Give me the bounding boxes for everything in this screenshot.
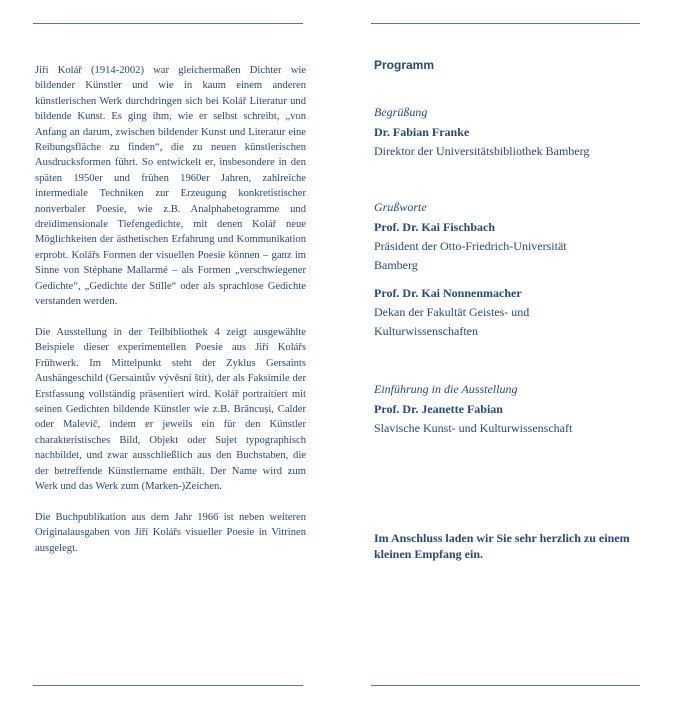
intro-role: Einführung in die Ausstellung [374,382,518,396]
greeting-role: Begrüßung [374,105,428,119]
intro-block [374,379,642,438]
exhibition-description [35,63,306,571]
bottom-rule-right [371,685,640,686]
speaker-desc-fischbach-line2: Bamberg [374,258,418,272]
program-column [374,58,642,561]
program-title: Programm [374,58,435,72]
speaker-desc-fischbach-line1: Präsident der Otto-Friedrich-Universität [374,239,567,253]
paragraph-exhibition: Die Ausstellung in der Teilbibliothek 4 zeigt ausgewählte Beispiele dieser experimentellen Poesie aus Jiří Kolářs Frühwerk. Im Mittelpunkt steht der Zyklus Gersaints Aushängeschild (Gersaintův vývěsní štít), der als Faksimile der Erstfassung vollständig präsentiert wird. Kolář portraitiert mit seinen Gedichten bildende Künstler wie z.B. Brâncuși, Calder oder Malevič, indem er jeweils ein für den Künstler charakteristisches Bild, Objekt oder Sujet typographisch nachbildet, und zwar ausschließlich aus den Buchstaben, die der betreffende Künstlername enthält. Der Name wird zum Werk und das Werk zum (Marken-)Zeichen. [35,326,306,492]
paragraph-publication: Die Buchpublikation aus dem Jahr 1966 ist neben weiteren Originalausgaben von Jiří Kolářs visueller Poesie in Vitrinen ausgelegt. [35,511,306,554]
speaker-desc-nonnenmacher-line1: Dekan der Fakultät Geistes- und [374,305,530,319]
intro-desc: Slavische Kunst- und Kulturwissenschaft [374,421,573,435]
speaker-name-fischbach: Prof. Dr. Kai Fischbach [374,220,496,234]
grussworte-role: Grußworte [374,200,427,214]
greeting-block [374,102,642,161]
top-rule-right [371,23,640,24]
speaker-name-nonnenmacher: Prof. Dr. Kai Nonnenmacher [374,286,522,300]
speaker-desc-nonnenmacher-line2: Kulturwissenschaften [374,324,478,338]
greeting-desc: Direktor der Universitätsbibliothek Bamberg [374,144,590,158]
top-rule-left [33,23,303,24]
greeting-name: Dr. Fabian Franke [374,125,470,139]
grussworte-block [374,197,642,341]
bottom-rule-left [33,685,303,686]
intro-name: Prof. Dr. Jeanette Fabian [374,402,503,416]
invitation-text: Im Anschluss laden wir Sie sehr herzlich zu einem kleinen Empfang ein. [374,531,630,561]
paragraph-intro: Jiří Kolář (1914-2002) war gleichermaßen Dichter wie bildender Künstler und wie in kaum einem anderen künstlerischen Werk durchdringen sich bei Kolář Literatur und bildende Kunst. Es ging ihm, wie er selbst schreibt, „von Anfang an darum, zwischen bildender Kunst und Literatur eine Reibungsfläche zu finden“, die zu neuen künstlerischen Ausdrucksformen führt. So entwickelt er, insbesondere in den späten 1950er und frühen 1960er Jahren, zahlreiche intermediale Techniken zur Erzeugung konkretistischer nonverbaler Poesie, wie z.B. Analphabetogramme und dreidimensionale Tiefengedichte, mit denen Kolář neue Möglichkeiten der ästhetischen Erfahrung und Kommunikation erprobt. Kolářs Formen der visuellen Poesie können – ganz im Sinne von Stéphane Mallarmé – als Formen „verschwiegener Gedichte“, „Gedichte der Stille“ oder als sprachlose Gedichte verstanden werden. [35,65,306,308]
